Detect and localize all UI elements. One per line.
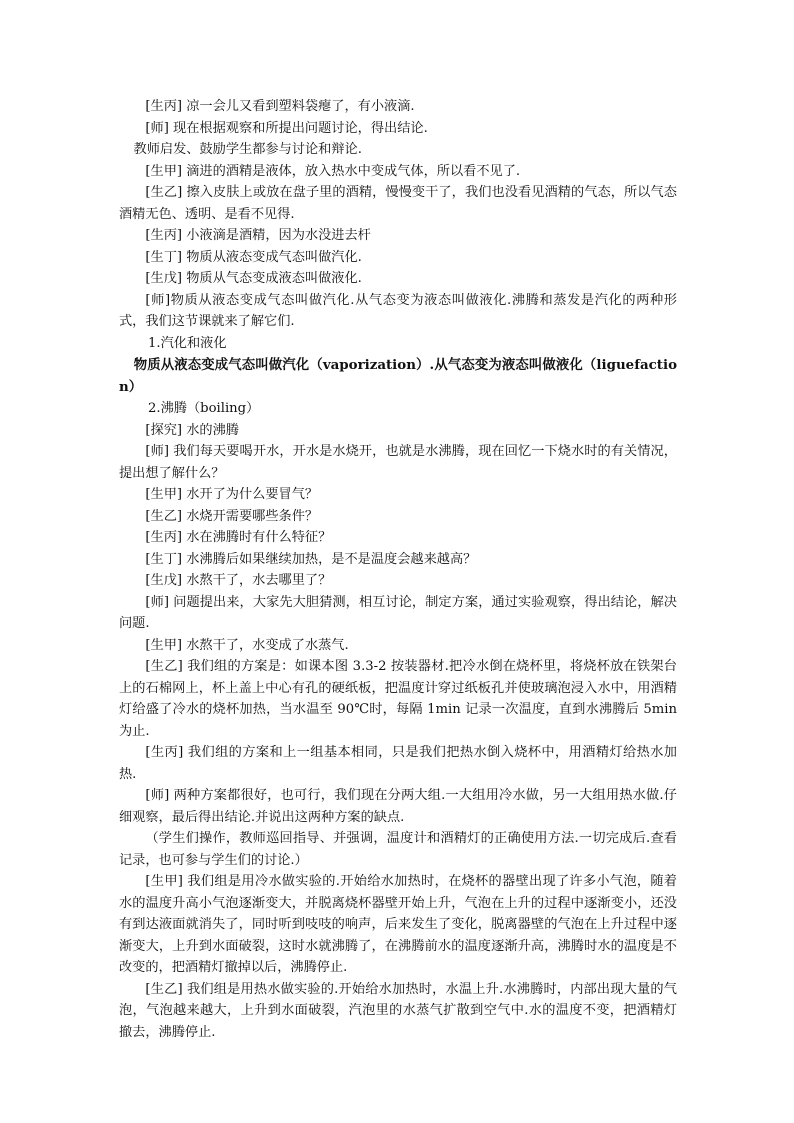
- dialogue-paragraph: [生甲] 滴进的酒精是液体，放入热水中变成气体，所以看不见了.: [145, 163, 521, 179]
- section-heading: 2.沸腾（boiling）: [148, 401, 260, 416]
- dialogue-paragraph: [师] 问题提出来，大家先大胆猜测，相互讨论，制定方案，通过实验观察，得出结论，解决问题.: [119, 594, 677, 631]
- dialogue-paragraph: [师] 我们每天要喝开水，开水是水烧开，也就是水沸腾，现在回忆一下烧水时的有关情况，提出想了解什么？: [119, 444, 677, 481]
- dialogue-paragraph: [探究] 水的沸腾: [145, 422, 239, 438]
- narration-paragraph: 教师启发、鼓励学生都参与讨论和辩论.: [133, 142, 362, 157]
- dialogue-paragraph: [师] 现在根据观察和所提出问题讨论，得出结论.: [145, 120, 428, 136]
- dialogue-paragraph: [生乙] 我们组的方案是：如课本图 3.3-2 按装器材.把冷水倒在烧杯里，将烧杯放在铁架台上的石棉网上，杯上盖上中心有孔的硬纸板，把温度计穿过纸板孔并使玻璃泡浸入水中，用酒精灯给盛了冷水的烧杯加热，当水温至 90℃时，每隔 1min 记录一次温度，直到水沸腾后 5min 为止.: [119, 659, 677, 739]
- dialogue-paragraph: [生丁] 水沸腾后如果继续加热，是不是温度会越来越高？: [145, 551, 477, 567]
- dialogue-paragraph: [生甲] 我们组是用冷水做实验的.开始给水加热时，在烧杯的器壁出现了许多小气泡，随着水的温度升高小气泡逐渐变大，并脱离烧杯器壁开始上升，气泡在上升的过程中逐渐变小，还没有到达液面就消失了，同时听到吱吱的响声，后来发生了变化，脱离器壁的气泡在上升过程中逐渐变大，上升到水面破裂，这时水就沸腾了，在沸腾前水的温度逐渐升高，沸腾时水的温度是不改变的，把酒精灯撤掉以后，沸腾停止.: [119, 874, 677, 975]
- dialogue-paragraph: [生甲] 水熬干了，水变成了水蒸气.: [145, 637, 349, 653]
- dialogue-paragraph: [生丙] 我们组的方案和上一组基本相同，只是我们把热水倒入烧杯中，用酒精灯给热水加热.: [119, 745, 677, 782]
- dialogue-paragraph: [生丙] 水在沸腾时有什么特征？: [145, 530, 332, 545]
- dialogue-paragraph: [生乙] 水烧开需要哪些条件？: [145, 508, 319, 524]
- dialogue-paragraph: [生乙] 擦入皮肤上或放在盘子里的酒精，慢慢变干了，我们也没看见酒精的气态，所以气态酒精无色、透明、是看不见得.: [119, 185, 677, 222]
- dialogue-paragraph: [生丙] 小液滴是酒精，因为水没进去杆: [145, 228, 371, 243]
- definition-paragraph: 物质从液态变成气态叫做汽化（vaporization）.从气态变为液态叫做液化（liguefaction）: [119, 357, 677, 395]
- dialogue-paragraph: [生丁] 物质从液态变成气态叫做汽化.: [145, 249, 362, 265]
- document-page: [119, 96, 677, 1043]
- dialogue-paragraph: [师]物质从液态变成气态叫做汽化.从气态变为液态叫做液化.沸腾和蒸发是汽化的两种形式，我们这节课就来了解它们.: [119, 292, 677, 329]
- narration-paragraph: （学生们操作，教师巡回指导、并强调，温度计和酒精灯的正确使用方法.一切完成后.查看记录，也可参与学生们的讨论.）: [119, 831, 677, 868]
- dialogue-paragraph: [生丙] 凉一会儿又看到塑料袋瘪了，有小液滴.: [145, 99, 415, 114]
- dialogue-paragraph: [师] 两种方案都很好，也可行，我们现在分两大组.一大组用冷水做，另一大组用热水做.仔细观察，最后得出结论.并说出这两种方案的缺点.: [119, 788, 677, 825]
- dialogue-paragraph: [生甲] 水开了为什么要冒气？: [145, 487, 319, 502]
- dialogue-paragraph: [生戊] 水熬干了，水去哪里了？: [145, 573, 332, 588]
- dialogue-paragraph: [生戊] 物质从气态变成液态叫做液化.: [145, 271, 362, 286]
- section-heading: 1.汽化和液化: [148, 335, 227, 351]
- dialogue-paragraph: [生乙] 我们组是用热水做实验的.开始给水加热时，水温上升.水沸腾时，内部出现大量的气泡，气泡越来越大，上升到水面破裂，汽泡里的水蒸气扩散到空气中.水的温度不变，把酒精灯撤去，沸腾停止.: [119, 981, 677, 1040]
